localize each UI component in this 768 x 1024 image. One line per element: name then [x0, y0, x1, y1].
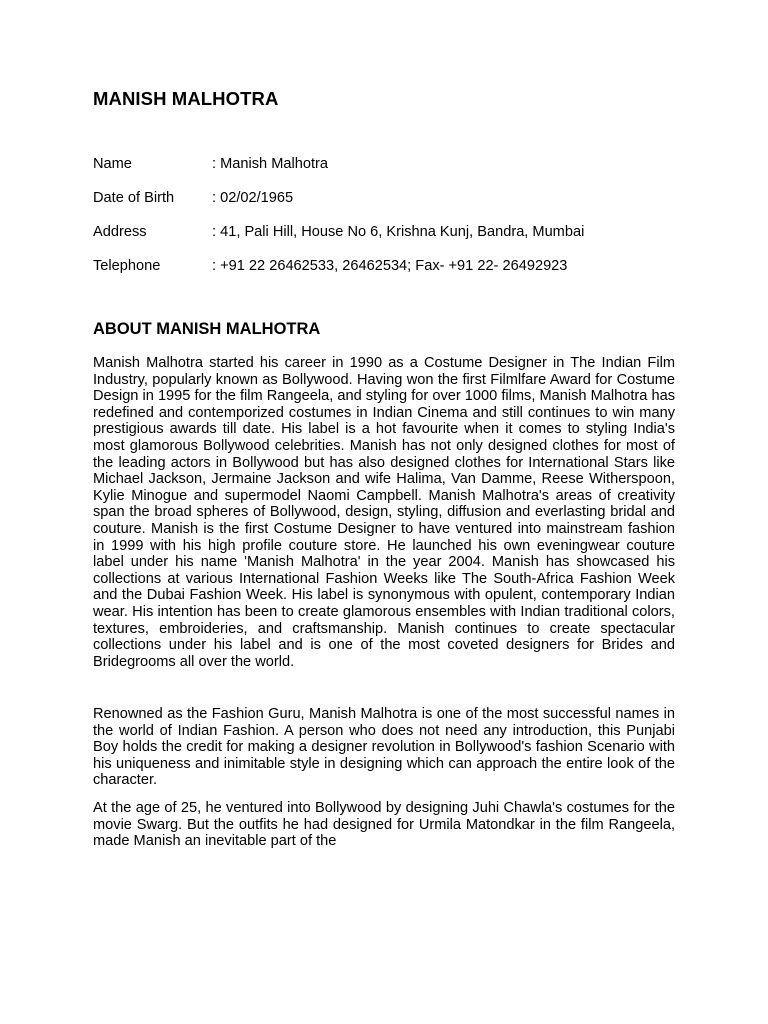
- info-label: Name: [93, 156, 132, 172]
- body-paragraph: Manish Malhotra started his career in 1990 as a Costume Designer in The Indian Film Industry, popularly known as Bollywood. Having won the first Filmlfare Award for Costume Design in 1995 for the film Rangeela, and styling for over 1000 films, Manish Malhotra has redefined and contemporized costumes in Indian Cinema and still continues to win many prestigious awards till date. His label is a hot favourite when it comes to styling India's most glamorous Bollywood celebrities. Manish has not only designed clothes for most of the leading actors in Bollywood but has also designed clothes for International Stars like Michael Jackson, Jermaine Jackson and wife Halima, Van Damme, Reese Witherspoon, Kylie Minogue and supermodel Naomi Campbell. Manish Malhotra's areas of creativity span the broad spheres of Bollywood, design, styling, diffusion and everlasting bridal and couture. Manish is the first Costume Designer to have ventured into mainstream fashion in 1999 with his high profile couture store. He launched his own eveningwear couture label under his name 'Manish Malhotra' in the year 2004. Manish has showcased his collections at various International Fashion Weeks like The South-Africa Fashion Week and the Dubai Fashion Week. His label is synonymous with opulent, contemporary Indian wear. His intention has been to create glamorous ensembles with Indian traditional colors, textures, embroideries, and craftsmanship. Manish continues to create spectacular collections under his label and is one of the most coveted designers for Brides and Bridegrooms all over the world.: [93, 355, 675, 670]
- info-value: : +91 22 26462533, 26462534; Fax- +91 22- 26492923: [212, 258, 568, 274]
- info-value: : 02/02/1965: [212, 190, 294, 206]
- body-paragraph: At the age of 25, he ventured into Bollywood by designing Juhi Chawla's costumes for the movie Swarg. But the outfits he had designed for Urmila Matondkar in the film Rangeela, made Manish an inevitable part of the: [93, 800, 675, 850]
- info-label: Date of Birth: [93, 190, 175, 206]
- document-title: MANISH MALHOTRA: [93, 88, 279, 109]
- info-label: Telephone: [93, 258, 161, 274]
- info-label: Address: [93, 224, 147, 240]
- info-value: : Manish Malhotra: [212, 156, 328, 172]
- section-title: ABOUT MANISH MALHOTRA: [93, 320, 321, 338]
- info-value: : 41, Pali Hill, House No 6, Krishna Kunj, Bandra, Mumbai: [212, 224, 585, 240]
- body-paragraph: Renowned as the Fashion Guru, Manish Malhotra is one of the most successful names in the world of Indian Fashion. A person who does not need any introduction, this Punjabi Boy holds the credit for making a designer revolution in Bollywood's fashion Scenario with his uniqueness and inimitable style in designing which can approach the entire look of the character.: [93, 706, 675, 789]
